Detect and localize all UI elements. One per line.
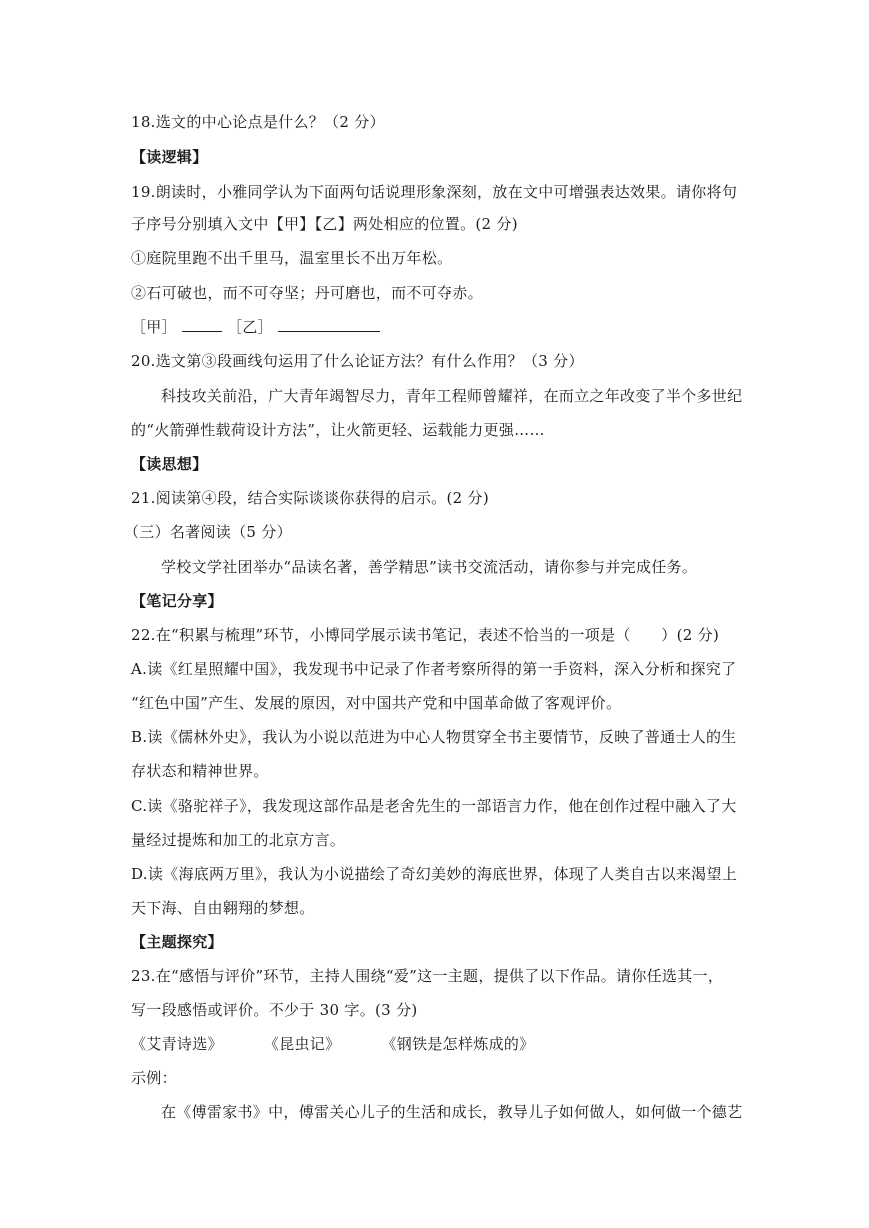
section-heading-thought: 【读思想】 <box>131 455 208 473</box>
choice-b-line-2: 存状态和精神世界。 <box>131 762 269 780</box>
question-21: 21.阅读第④段，结合实际谈谈你获得的启示。(2 分) <box>131 489 489 507</box>
example-label: 示例： <box>131 1069 177 1087</box>
choice-c-line-1: C.读《骆驼祥子》，我发现这部作品是老舍先生的一部语言力作，他在创作过程中融入了大 <box>131 797 737 815</box>
option-2: ②石可破也，而不可夺坚；丹可磨也，而不可夺赤。 <box>131 284 483 302</box>
answer-blanks <box>131 317 380 337</box>
section-heading-notes: 【笔记分享】 <box>131 592 223 610</box>
passage-20-line-2: 的“火箭弹性载荷设计方法”，让火箭更轻、运载能力更强…… <box>131 421 545 439</box>
work-3: 《钢铁是怎样炼成的》 <box>381 1035 535 1053</box>
choice-c-line-2: 量经过提炼和加工的北京方言。 <box>131 831 346 849</box>
option-1: ①庭院里跑不出千里马，温室里长不出万年松。 <box>131 249 453 267</box>
question-22: 22.在“积累与梳理”环节，小博同学展示读书笔记，表述不恰当的一项是（ ）(2 分) <box>131 626 720 644</box>
jia-label: ［甲］ <box>131 318 177 336</box>
passage-20-line-1: 科技攻关前沿，广大青年竭智尽力，青年工程师曾耀祥，在而立之年改变了半个多世纪 <box>161 387 743 405</box>
question-19-line-2: 子序号分别填入文中【甲】【乙】两处相应的位置。(2 分) <box>131 215 518 233</box>
section-heading-logic: 【读逻辑】 <box>131 148 208 166</box>
choice-a-line-1: A.读《红星照耀中国》，我发现书中记录了作者考察所得的第一手资料，深入分析和探究了 <box>131 660 737 678</box>
section-3-title: （三）名著阅读（5 分） <box>124 523 292 541</box>
choice-b-line-1: B.读《儒林外史》，我认为小说以范进为中心人物贯穿全书主要情节，反映了普通士人的生 <box>131 728 737 746</box>
choice-d-line-2: 天下海、自由翱翔的梦想。 <box>131 899 315 917</box>
choice-a-line-2: “红色中国”产生、发展的原因，对中国共产党和中国革命做了客观评价。 <box>131 694 622 712</box>
example-text: 在《傅雷家书》中，傅雷关心儿子的生活和成长，教导儿子如何做人，如何做一个德艺 <box>161 1103 743 1121</box>
work-list <box>131 1034 571 1054</box>
section-heading-theme: 【主题探究】 <box>131 933 223 951</box>
question-20: 20.选文第③段画线句运用了什么论证方法？有什么作用？（3 分） <box>131 352 584 370</box>
choice-d-line-1: D.读《海底两万里》，我认为小说描绘了奇幻美妙的海底世界，体现了人类自古以来渴望上 <box>131 865 738 883</box>
activity-intro: 学校文学社团举办“品读名著，善学精思”读书交流活动，请你参与并完成任务。 <box>161 558 698 576</box>
question-18: 18.选文的中心论点是什么？（2 分） <box>131 113 385 131</box>
work-2: 《昆虫记》 <box>263 1035 341 1053</box>
question-23-line-1: 23.在“感悟与评价”环节，主持人围绕“爱”这一主题，提供了以下作品。请你任选其一， <box>131 967 724 985</box>
jia-blank[interactable] <box>182 317 222 332</box>
work-1: 《艾青诗选》 <box>131 1035 223 1053</box>
question-19-line-1: 19.朗读时，小雅同学认为下面两句话说理形象深刻，放在文中可增强表达效果。请你将句 <box>131 183 738 201</box>
yi-label: ［乙］ <box>227 318 273 336</box>
question-23-line-2: 写一段感悟或评价。不少于 30 字。(3 分) <box>131 1001 418 1019</box>
yi-blank[interactable] <box>278 317 380 332</box>
